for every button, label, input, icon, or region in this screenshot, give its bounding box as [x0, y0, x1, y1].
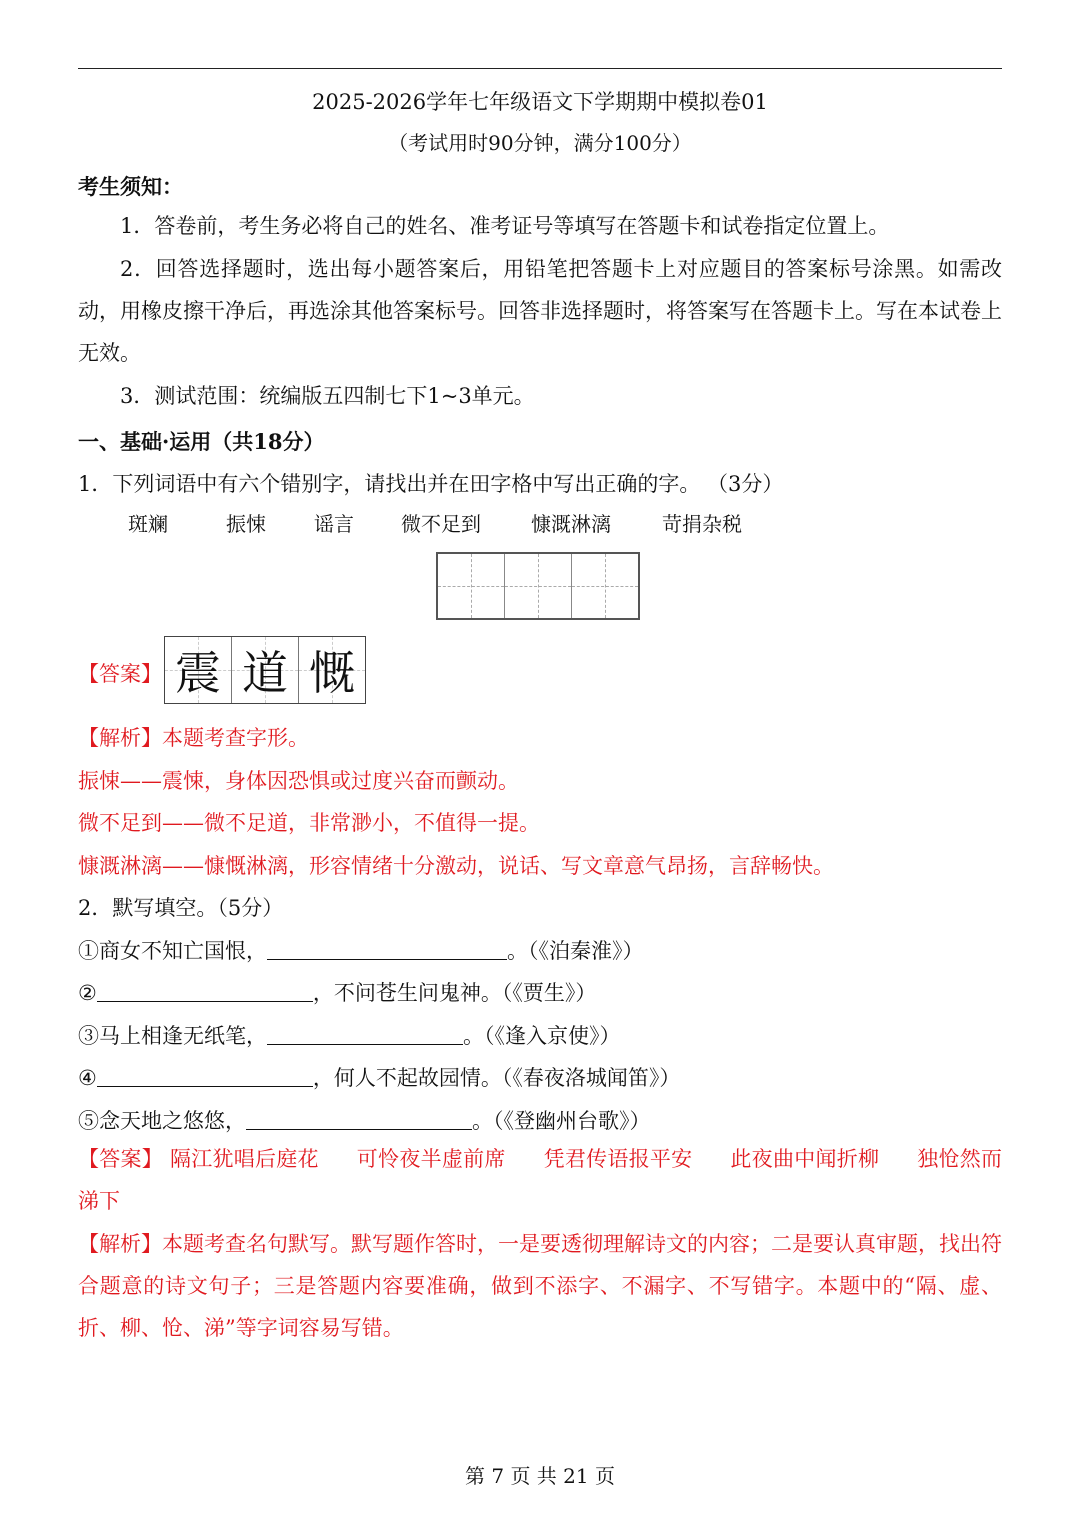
q1-word: 谣言 — [314, 512, 354, 536]
q1-word: 慷溉淋漓 — [531, 512, 611, 536]
q1-answer-grid[interactable] — [436, 552, 640, 620]
header-rule — [78, 68, 1002, 69]
answer-label: 【答案】 — [78, 1147, 164, 1171]
answer-char: 慨 — [309, 646, 355, 700]
notice-item-3: 3．测试范围：统编版五四制七下1~3单元。 — [120, 384, 535, 408]
grid-cell[interactable] — [505, 554, 572, 618]
q1-word: 苛捐杂税 — [662, 512, 742, 536]
q1-stem: 1．下列词语中有六个错别字，请找出并在田字格中写出正确的字。 （3分） — [78, 472, 784, 496]
exam-title: 2025-2026学年七年级语文下学期期中模拟卷01 — [312, 90, 768, 114]
answer-char-cell — [299, 637, 365, 703]
fill-blank[interactable] — [97, 1064, 313, 1087]
q1-answer-label: 【答案】 — [78, 662, 162, 686]
fill-blank[interactable] — [97, 979, 313, 1002]
q1-word: 斑斓 — [128, 512, 168, 536]
q2-item-3: ③马上相逢无纸笔， 。（《逢入京使》） — [78, 1024, 621, 1048]
q1-answer-chars — [164, 636, 366, 704]
answer-char-cell — [232, 637, 299, 703]
q1-analysis-line: 微不足到——微不足道，非常渺小，不值得一提。 — [78, 811, 540, 835]
q2-item-5: ⑤念天地之悠悠， 。（《登幽州台歌》） — [78, 1109, 651, 1133]
answer-char: 道 — [242, 646, 288, 700]
analysis-intro: 本题考查字形。 — [162, 726, 309, 750]
exam-subtitle: （考试用时90分钟，满分100分） — [388, 131, 692, 155]
q2-item-1: ①商女不知亡国恨， 。（《泊秦淮》） — [78, 939, 644, 963]
notice-item-1: 1．答卷前，考生务必将自己的姓名、准考证号等填写在答题卡和试卷指定位置上。 — [120, 214, 890, 238]
analysis-text: 本题考查名句默写。默写题作答时，一是要透彻理解诗文的内容；二是要认真审题，找出符合题意的诗文句子；三是答题内容要准确，做到不添字、不漏字、不写错字。本题中的“隔、虚、折、柳、怆、涕”等字词容易写错。 — [78, 1232, 1002, 1340]
q1-word: 振悚 — [226, 512, 266, 536]
q1-analysis — [78, 722, 309, 752]
fill-blank[interactable] — [267, 937, 507, 960]
analysis-label: 【解析】 — [78, 1232, 162, 1256]
q2-analysis — [78, 1223, 1002, 1349]
grid-cell[interactable] — [572, 554, 638, 618]
q2-item-2: ② ，不问苍生问鬼神。（《贾生》） — [78, 981, 597, 1005]
notice-heading: 考生须知： — [78, 174, 183, 199]
section-heading: 一、基础·运用（共18分） — [78, 429, 325, 454]
analysis-label: 【解析】 — [78, 726, 162, 750]
grid-cell[interactable] — [438, 554, 505, 618]
q1-analysis-line: 振悚——震悚，身体因恐惧或过度兴奋而颤动。 — [78, 769, 519, 793]
page-footer: 第 7 页 共 21 页 — [465, 1464, 615, 1488]
notice-item-2: 2．回答选择题时，选出每小题答案后，用铅笔把答题卡上对应题目的答案标号涂黑。如需改动，用橡皮擦干净后，再选涂其他答案标号。回答非选择题时，将答案写在答题卡上。写在本试卷上无效。 — [78, 257, 1002, 365]
q1-word: 微不足到 — [401, 512, 481, 536]
answer-char-cell — [165, 637, 232, 703]
q2-answer: 【答案】 隔江犹唱后庭花 可怜夜半虚前席 凭君传语报平安 此夜曲中闻折柳 独怆然而涕下 — [78, 1147, 1003, 1213]
answer-char: 震 — [175, 646, 221, 700]
fill-blank[interactable] — [267, 1022, 463, 1045]
q2-stem: 2．默写填空。（5分） — [78, 896, 284, 920]
q1-analysis-line: 慷溉淋漓——慷慨淋漓，形容情绪十分激动，说话、写文章意气昂扬，言辞畅快。 — [78, 854, 834, 878]
q2-item-4: ④ ，何人不起故园情。（《春夜洛城闻笛》） — [78, 1066, 681, 1090]
fill-blank[interactable] — [246, 1107, 472, 1130]
